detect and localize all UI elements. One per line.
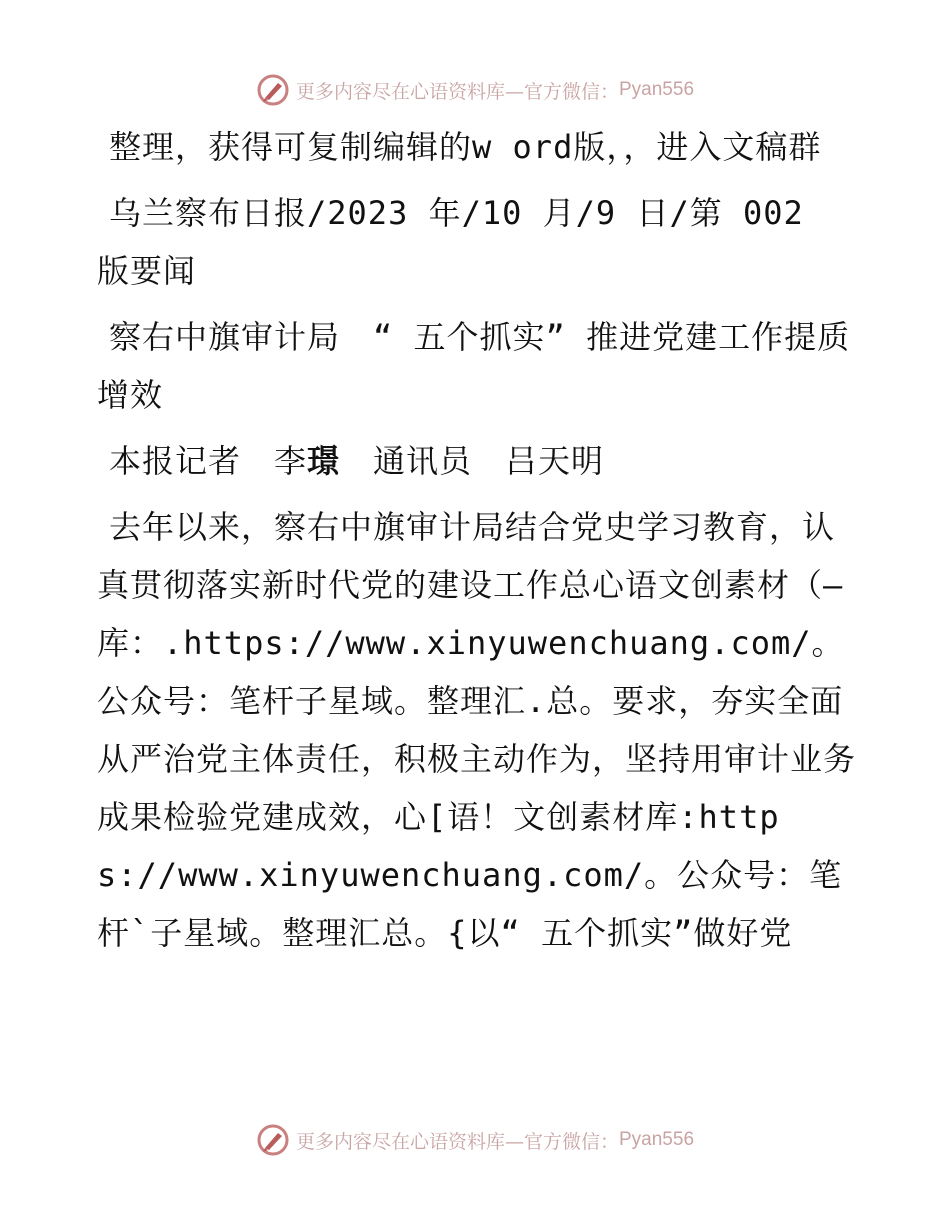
banner-wechat-id: Pyan556 bbox=[619, 79, 695, 100]
byline bbox=[97, 432, 857, 490]
pen-nib-logo-icon bbox=[256, 1123, 290, 1157]
paragraph-source: 乌兰察布日报/2023 年/10 月/9 日/第 002 版要闻 bbox=[97, 194, 804, 290]
header-watermark-banner bbox=[0, 70, 950, 110]
byline-bold-char: 璟 bbox=[307, 442, 341, 480]
byline-prefix: 本报记者 李 bbox=[109, 442, 308, 480]
footer-watermark-banner bbox=[0, 1120, 950, 1160]
pen-nib-logo-icon bbox=[256, 73, 290, 107]
byline-suffix: 通讯员 吕天明 bbox=[340, 442, 605, 480]
banner-text: 更多内容尽在心语资料库—官方微信： bbox=[295, 80, 619, 103]
article-title: 察右中旗审计局 “ 五个抓实” 推进党建工作提质增效 bbox=[97, 318, 851, 414]
document-body bbox=[97, 118, 857, 962]
banner-text: 更多内容尽在心语资料库—官方微信： bbox=[295, 1130, 619, 1153]
paragraph-intro: 整理，获得可复制编辑的w ord版，，进入文稿群 bbox=[109, 128, 822, 166]
paragraph-body: 去年以来，察右中旗审计局结合党史学习教育，认真贯彻落实新时代党的建设工作总心语文创素材（—库：.https://www.xinyuwenchuang.com/。公众号：笔杆子星域。整理汇.总。要求，夯实全面从严治党主体责任，积极主动作为，坚持用审计业务成果检验党建成效，心[语！文创素材库:https://www.xinyuwenchuang.com/。公众号：笔杆`子星域。整理汇总。{以“ 五个抓实”做好党 bbox=[97, 508, 857, 952]
banner-wechat-id: Pyan556 bbox=[619, 1129, 695, 1150]
